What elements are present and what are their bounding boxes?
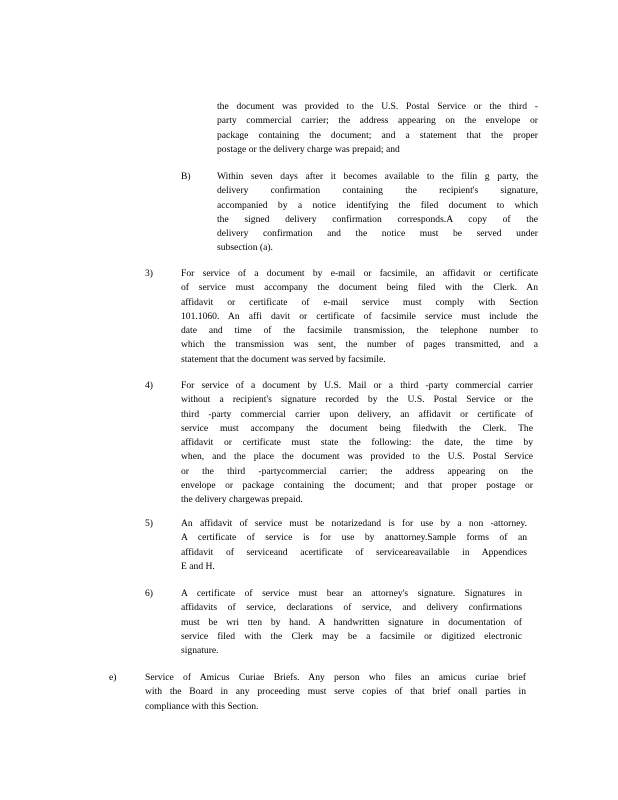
- text-line: must be wri tten by hand. A handwritten signature in documentation of: [181, 616, 522, 628]
- text-line: An affidavit of service must be notarizedand is for use by a non -attorney.: [181, 518, 527, 529]
- text-line: 101.1060. An affi davit or certificate of facsimile service must include the: [181, 310, 538, 322]
- text-line: affidavit or certificate of e-mail service must comply with Section: [181, 296, 538, 308]
- text-line: subsection (a).: [217, 242, 273, 254]
- text-line: For service of a document by e-mail or facsimile, an affidavit or certificate: [181, 268, 538, 279]
- text-line: delivery confirmation containing the recipient's signature,: [217, 185, 538, 197]
- text-line: accompanied by a notice identifying the filed document to which: [217, 199, 538, 211]
- text-line: statement that the document was served by facsimile.: [181, 353, 386, 365]
- text-line: package containing the document; and a statement that the proper: [217, 129, 538, 141]
- text-line: third -party commercial carrier upon delivery, an affidavit or certificate of: [181, 408, 533, 420]
- text-line: service must accompany the document being filedwith the Clerk. The: [181, 422, 533, 434]
- item-4-marker: 4): [145, 380, 153, 391]
- text-line: Within seven days after it becomes available to the filin g party, the: [217, 171, 538, 182]
- item-6-marker: 6): [145, 588, 153, 599]
- item-e-marker: e): [109, 672, 117, 683]
- item-e-paragraph: [145, 671, 526, 714]
- text-line: the signed delivery confirmation corresponds.A copy of the: [217, 213, 538, 225]
- text-line: service filed with the Clerk may be a facsimile or digitized electronic: [181, 630, 522, 642]
- text-line: affidavits of service, declarations of service, and delivery confirmations: [181, 602, 522, 614]
- item-3-marker: 3): [145, 268, 153, 279]
- item-6-paragraph: [181, 587, 522, 658]
- text-line: of service must accompany the document being filed with the Clerk. An: [181, 282, 538, 294]
- text-line: envelope or package containing the document; and that proper postage or: [181, 480, 533, 492]
- text-line: with the Board in any proceeding must serve copies of that brief onall parties in: [145, 686, 526, 698]
- text-line: without a recipient's signature recorded by the U.S. Postal Service or the: [181, 394, 533, 406]
- text-line: compliance with this Section.: [145, 700, 259, 712]
- item-5-marker: 5): [145, 518, 153, 529]
- text-line: A certificate of service is for use by anattorney.Sample forms of an: [181, 532, 527, 544]
- text-line: signature.: [181, 645, 219, 657]
- text-line: party commercial carrier; the address appearing on the envelope or: [217, 115, 538, 127]
- text-line: which the transmission was sent, the number of pages transmitted, and a: [181, 339, 538, 351]
- text-line: date and time of the facsimile transmission, the telephone number to: [181, 325, 538, 337]
- text-line: the document was provided to the U.S. Postal Service or the third -: [217, 101, 538, 112]
- text-line: postage or the delivery charge was prepaid; and: [217, 143, 400, 155]
- text-line: For service of a document by U.S. Mail or a third -party commercial carrier: [181, 380, 533, 391]
- item-5-paragraph: [181, 517, 527, 574]
- text-line: A certificate of service must bear an attorney's signature. Signatures in: [181, 588, 522, 599]
- text-line: affidavit of serviceand acertificate of serviceareavailable in Appendices: [181, 546, 527, 558]
- text-line: Service of Amicus Curiae Briefs. Any person who files an amicus curiae brief: [145, 672, 526, 683]
- text-line: affidavit or certificate must state the following: the date, the time by: [181, 437, 533, 449]
- item-4-paragraph: [181, 379, 533, 508]
- text-line: or the third -partycommercial carrier; the address appearing on the: [181, 465, 533, 477]
- text-line: E and H.: [181, 560, 215, 572]
- item-3-paragraph: [181, 267, 538, 367]
- continuation-paragraph: [217, 100, 538, 157]
- text-line: when, and the place the document was provided to the U.S. Postal Service: [181, 451, 533, 463]
- item-b-marker: B): [181, 171, 191, 182]
- text-line: delivery confirmation and the notice must be served under: [217, 228, 538, 240]
- text-line: the delivery chargewas prepaid.: [181, 494, 303, 506]
- item-b-paragraph: [217, 170, 538, 256]
